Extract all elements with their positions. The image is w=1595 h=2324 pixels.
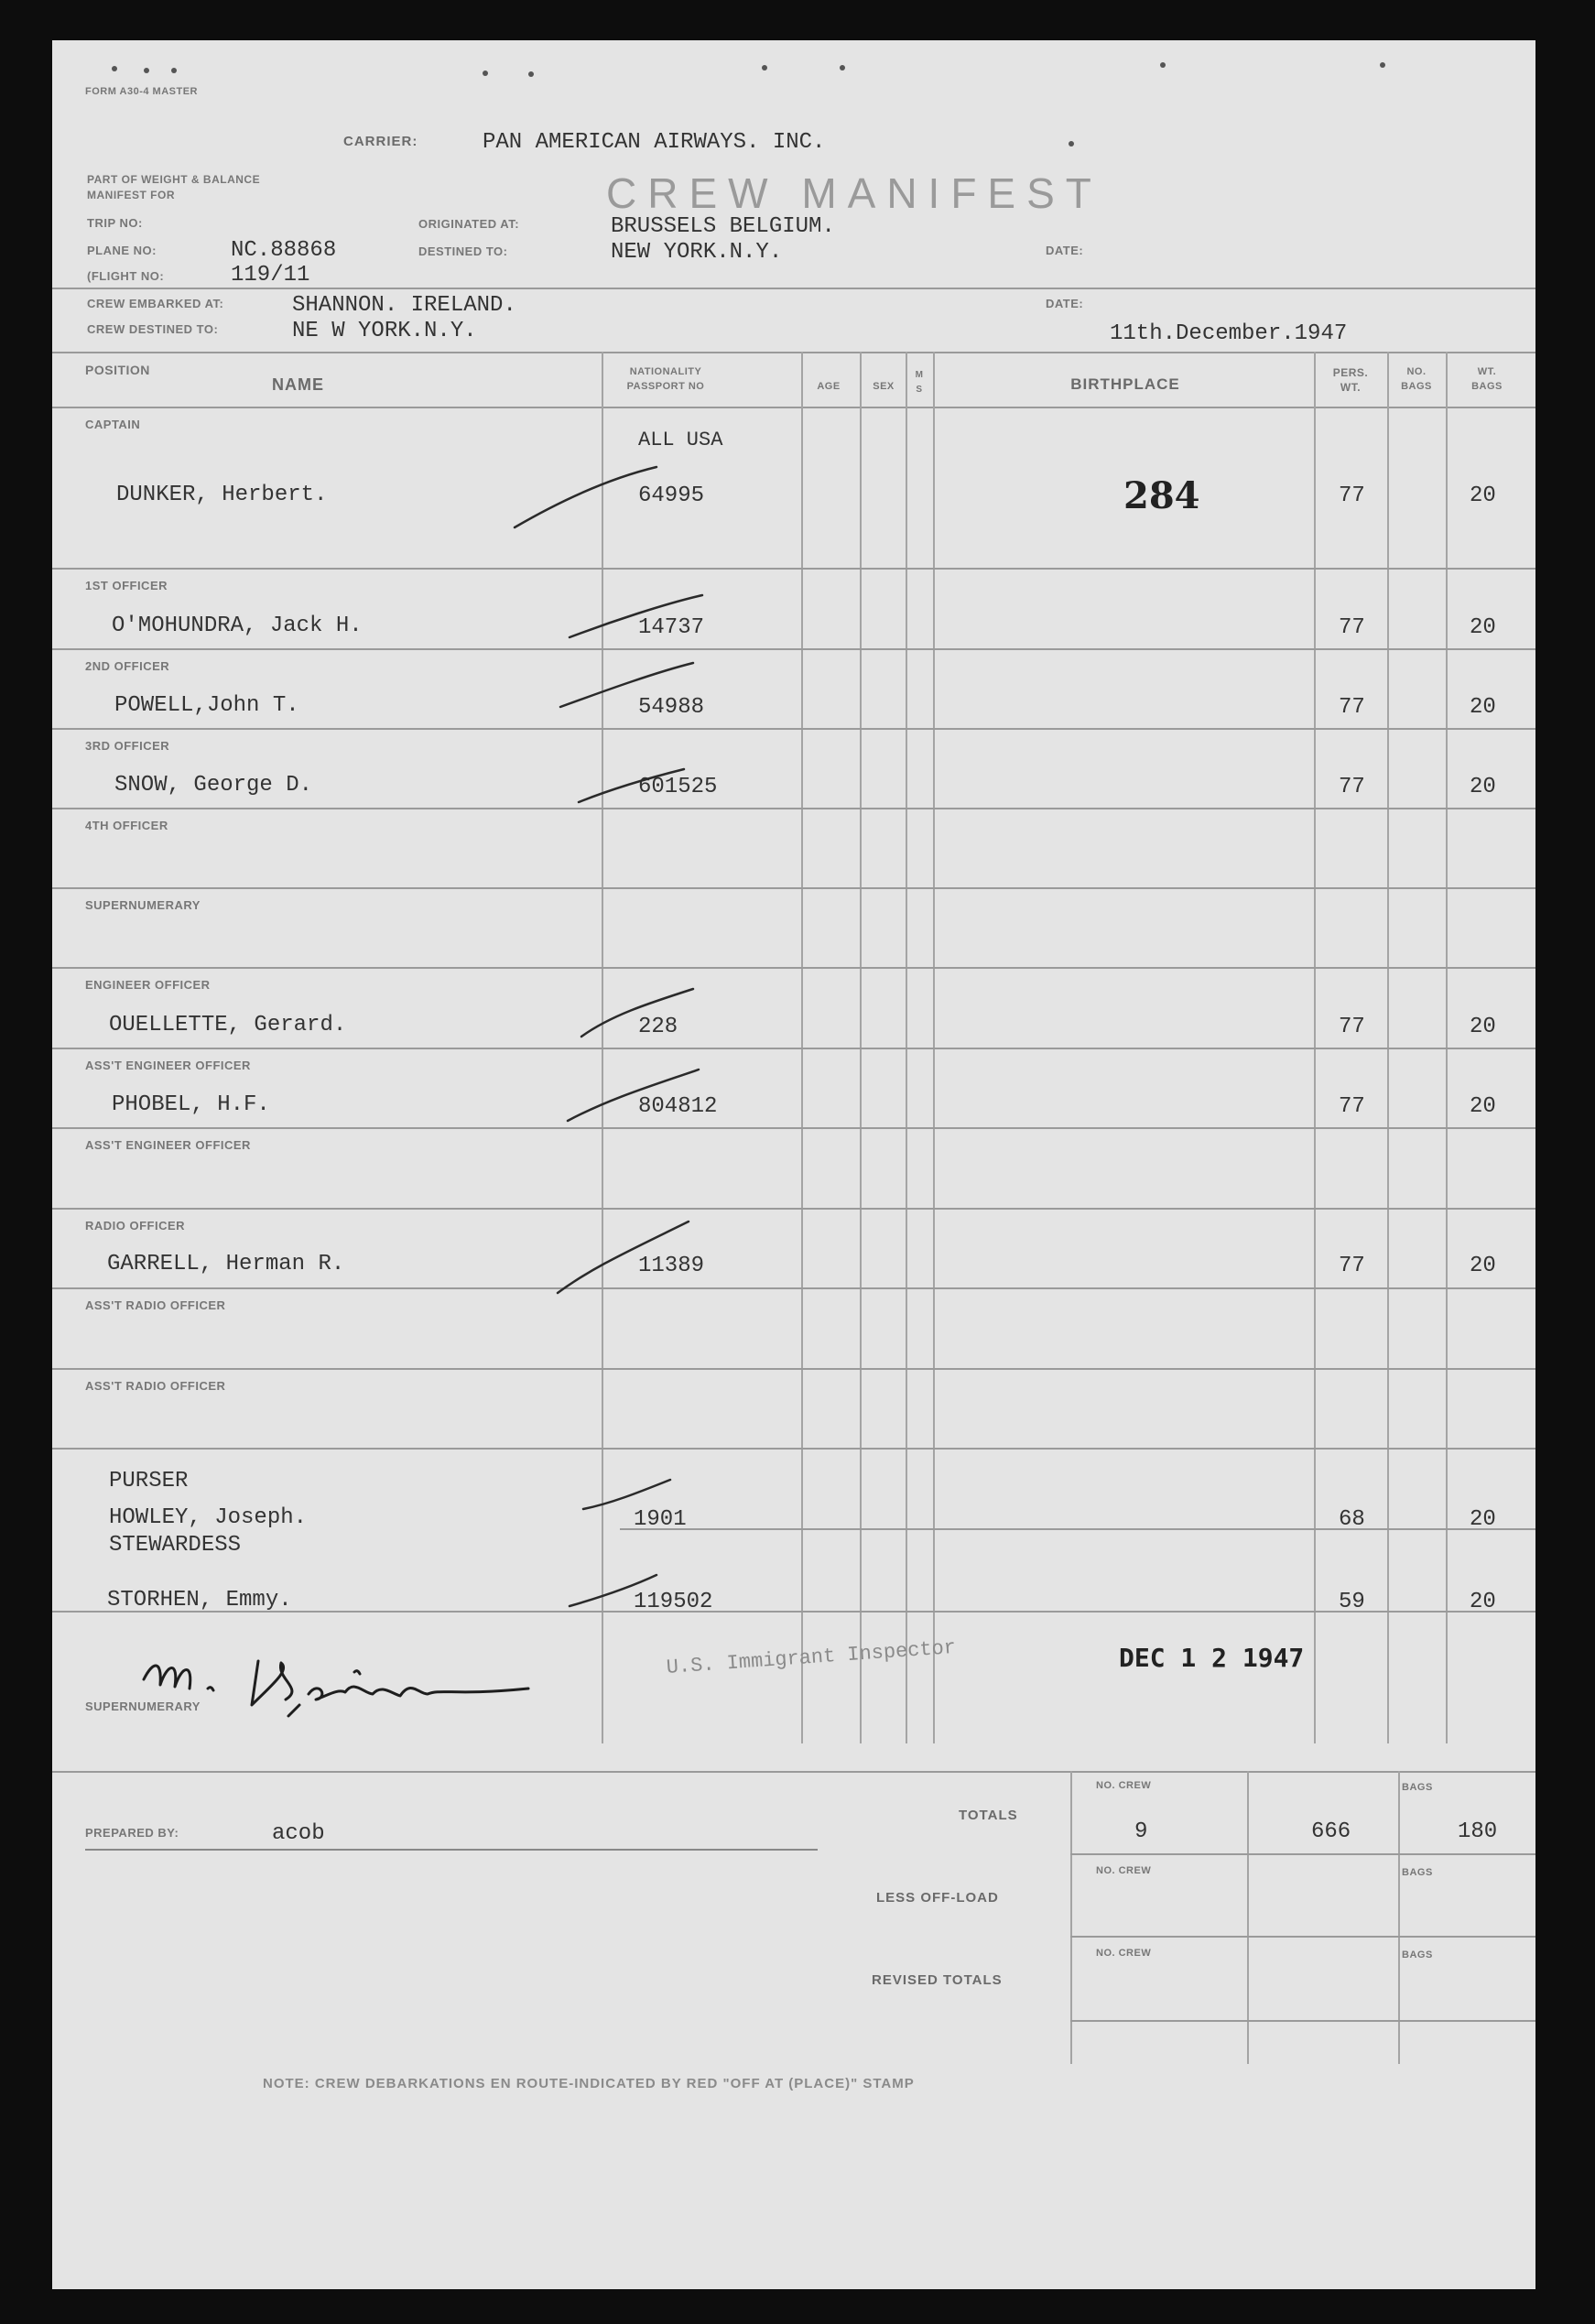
bags-label: BAGS xyxy=(1402,1867,1433,1878)
no-crew-label: NO. CREW xyxy=(1096,1948,1152,1959)
check-mark xyxy=(515,467,656,527)
row-pers-wt: 77 xyxy=(1339,775,1365,799)
row-name: PHOBEL, H.F. xyxy=(112,1092,270,1117)
less-offload-label: LESS OFF-LOAD xyxy=(876,1890,999,1906)
totals-weight: 666 xyxy=(1311,1819,1351,1844)
row-position: ASS'T ENGINEER OFFICER xyxy=(85,1138,251,1152)
plane-no-value: NC.88868 xyxy=(231,238,337,263)
row-wt-bags: 20 xyxy=(1470,483,1496,508)
date-stamp: DEC 1 2 1947 xyxy=(1119,1643,1305,1673)
purser-wt-bags: 20 xyxy=(1470,1507,1496,1532)
row-passport: 64995 xyxy=(638,483,705,508)
check-mark xyxy=(583,1480,670,1509)
flight-no-value: 119/11 xyxy=(231,263,310,288)
destined-value: NEW YORK.N.Y. xyxy=(611,240,783,265)
handwritten-marks xyxy=(52,40,1535,2289)
bags-label: BAGS xyxy=(1402,1782,1433,1793)
supernumerary-bottom: SUPERNUMERARY xyxy=(85,1700,201,1713)
row-position: SUPERNUMERARY xyxy=(85,898,201,912)
date2-label: DATE: xyxy=(1046,297,1084,310)
row-position: 1ST OFFICER xyxy=(85,579,168,592)
col-passport: PASSPORT NO xyxy=(626,381,705,392)
row-wt-bags: 20 xyxy=(1470,1254,1496,1278)
no-crew-label: NO. CREW xyxy=(1096,1780,1152,1791)
check-mark xyxy=(568,1070,699,1121)
row-pers-wt: 77 xyxy=(1339,1015,1365,1039)
record-number: 284 xyxy=(1123,474,1200,517)
row-position: 3RD OFFICER xyxy=(85,739,170,753)
row-name: O'MOHUNDRA, Jack H. xyxy=(112,614,363,638)
row-wt-bags: 20 xyxy=(1470,1015,1496,1039)
col-name: NAME xyxy=(272,375,324,394)
col-wtbags: WT. xyxy=(1477,366,1497,377)
col-birthplace: BIRTHPLACE xyxy=(1070,375,1180,393)
col-ms-m: M xyxy=(915,370,924,380)
row-pers-wt: 77 xyxy=(1339,615,1365,640)
row-pers-wt: 77 xyxy=(1339,1254,1365,1278)
check-mark xyxy=(570,1575,656,1606)
totals-crew: 9 xyxy=(1134,1819,1148,1844)
row-name: POWELL,John T. xyxy=(114,693,299,718)
no-crew-label: NO. CREW xyxy=(1096,1865,1152,1876)
totals-label: TOTALS xyxy=(959,1808,1018,1823)
col-nobags: NO. xyxy=(1406,366,1427,377)
row-position: 4TH OFFICER xyxy=(85,819,168,832)
plane-no-label: PLANE NO: xyxy=(87,244,157,257)
originated-value: BRUSSELS BELGIUM. xyxy=(611,214,835,239)
inspector-signature xyxy=(144,1661,528,1716)
stewardess-label: STEWARDESS xyxy=(109,1533,242,1558)
originated-label: ORIGINATED AT: xyxy=(418,217,520,231)
row-position: CAPTAIN xyxy=(85,418,141,431)
row-name: DUNKER, Herbert. xyxy=(116,483,328,507)
purser-pers-wt: 68 xyxy=(1339,1507,1365,1532)
check-mark xyxy=(570,595,702,637)
trip-no-label: TRIP NO: xyxy=(87,216,143,230)
stewardess-name: STORHEN, Emmy. xyxy=(107,1588,292,1613)
row-name: GARRELL, Herman R. xyxy=(107,1252,345,1276)
col-nobags-bags: BAGS xyxy=(1401,381,1432,392)
manifest-for-label: MANIFEST FOR xyxy=(87,189,175,201)
prepared-by-label: PREPARED BY: xyxy=(85,1826,179,1840)
date-label: DATE: xyxy=(1046,244,1084,257)
check-mark xyxy=(558,1222,689,1293)
crew-embarked-value: SHANNON. IRELAND. xyxy=(292,293,516,318)
col-sex: SEX xyxy=(873,381,895,392)
col-position: POSITION xyxy=(85,363,150,377)
row-position: ASS'T RADIO OFFICER xyxy=(85,1379,226,1393)
purser-passport: 1901 xyxy=(634,1507,687,1532)
row-wt-bags: 20 xyxy=(1470,775,1496,799)
part-of-label: PART OF WEIGHT & BALANCE xyxy=(87,173,261,186)
row-passport: 11389 xyxy=(638,1254,705,1278)
destined-label: DESTINED TO: xyxy=(418,244,508,258)
row-position: RADIO OFFICER xyxy=(85,1219,186,1233)
col-pers-wt: WT. xyxy=(1340,381,1362,394)
row-pers-wt: 77 xyxy=(1339,483,1365,508)
row-position: 2ND OFFICER xyxy=(85,659,170,673)
row-passport: 804812 xyxy=(638,1094,718,1119)
crew-destined-label: CREW DESTINED TO: xyxy=(87,322,219,336)
revised-totals-label: REVISED TOTALS xyxy=(872,1972,1003,1988)
check-mark xyxy=(579,769,684,802)
inspector-title: U.S. Immigrant Inspector xyxy=(666,1635,957,1679)
date2-value: 11th.December.1947 xyxy=(1110,321,1348,346)
prepared-by-value: acob xyxy=(272,1821,325,1846)
col-age: AGE xyxy=(817,381,841,392)
purser-label: PURSER xyxy=(109,1469,189,1493)
bags-label: BAGS xyxy=(1402,1949,1433,1960)
purser-name: HOWLEY, Joseph. xyxy=(109,1505,308,1530)
row-nationality: ALL USA xyxy=(638,429,723,451)
row-pers-wt: 77 xyxy=(1339,695,1365,720)
totals-bags: 180 xyxy=(1458,1819,1498,1844)
row-passport: 14737 xyxy=(638,615,705,640)
row-position: ASS'T ENGINEER OFFICER xyxy=(85,1059,251,1072)
carrier-value: PAN AMERICAN AIRWAYS. INC. xyxy=(483,130,826,155)
row-passport: 601525 xyxy=(638,775,718,799)
crew-embarked-label: CREW EMBARKED AT: xyxy=(87,297,224,310)
stewardess-wt-bags: 20 xyxy=(1470,1590,1496,1614)
row-name: SNOW, George D. xyxy=(114,773,313,798)
row-passport: 228 xyxy=(638,1015,678,1039)
stewardess-passport: 119502 xyxy=(634,1590,713,1614)
col-pers: PERS. xyxy=(1332,366,1369,379)
check-mark xyxy=(581,989,693,1037)
crew-manifest-sheet xyxy=(52,40,1535,2289)
crew-destined-value: NE W YORK.N.Y. xyxy=(292,319,477,343)
page-title: CREW MANIFEST xyxy=(606,169,1102,217)
check-mark xyxy=(560,663,693,707)
row-wt-bags: 20 xyxy=(1470,695,1496,720)
row-name: OUELLETTE, Gerard. xyxy=(109,1013,347,1037)
row-wt-bags: 20 xyxy=(1470,1094,1496,1119)
col-ms-s: S xyxy=(916,385,923,395)
form-number: FORM A30-4 MASTER xyxy=(85,86,198,97)
footer-note: NOTE: CREW DEBARKATIONS EN ROUTE-INDICATED BY RED "OFF AT (PLACE)" STAMP xyxy=(263,2076,915,2091)
row-position: ENGINEER OFFICER xyxy=(85,978,211,992)
carrier-label: CARRIER: xyxy=(343,134,418,149)
row-position: ASS'T RADIO OFFICER xyxy=(85,1298,226,1312)
row-wt-bags: 20 xyxy=(1470,615,1496,640)
stewardess-pers-wt: 59 xyxy=(1339,1590,1365,1614)
col-nationality: NATIONALITY xyxy=(629,366,702,377)
row-pers-wt: 77 xyxy=(1339,1094,1365,1119)
flight-no-label: (FLIGHT NO: xyxy=(87,269,165,283)
row-passport: 54988 xyxy=(638,695,705,720)
col-wtbags-bags: BAGS xyxy=(1471,381,1503,392)
